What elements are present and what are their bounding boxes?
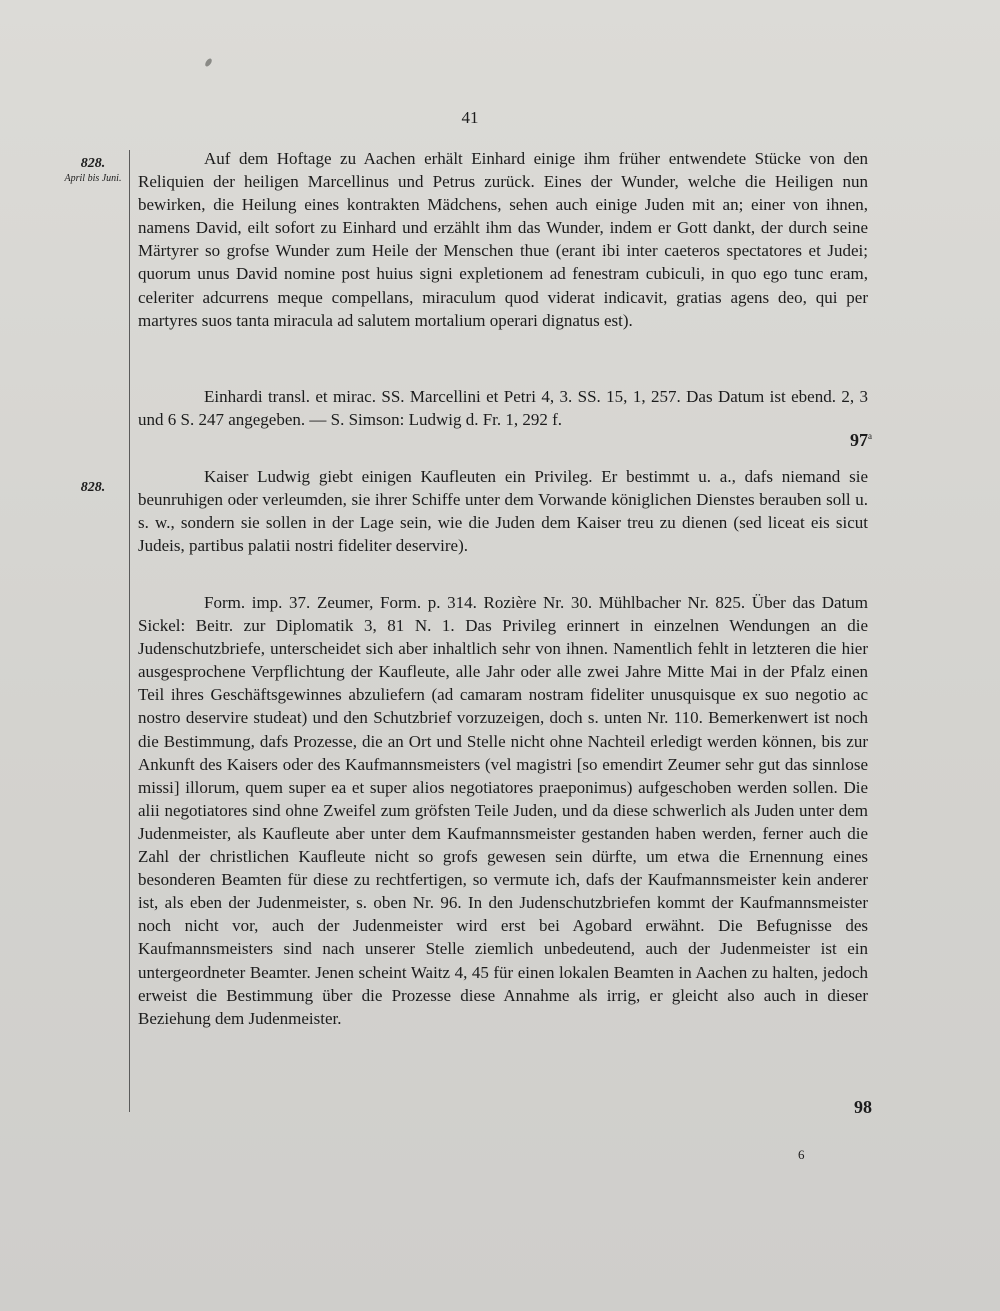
entry-98-number: 98 <box>854 1097 872 1117</box>
margin-rule <box>129 150 130 1112</box>
ink-speck <box>204 57 213 67</box>
entry-98-date <box>62 481 124 495</box>
entry-97a-summary: Auf dem Hoftage zu Aachen erhält Einhard einige ihm früher entwendete Stücke von den Reliquien der heiligen Marcellinus und Petrus zurück. Eines der Wunder, welche die Heiligen nun bewirken, die Heilung eines kontrakten Mädchens, sehen auch einige Juden mit an; einer von ihnen, namens David, eilt sofort zu Einhard und erzählt ihm das Wunder, indem er Gott dankt, der durch seine Märtyrer so grofse Wunder zum Heile der Menschen thue (erant ibi inter caeteros spectatores et Judei; quorum unus David nomine post huius signi expletionem ad fenestram cubiculi, in quo ego tunc eram, celeriter adcurrens meque compellans, miraculum quod viderat indicavit, gratias agens deo, qui per martyres suos tanta miracula ad salutem mortalium operari dignatus est). <box>138 149 868 330</box>
sheet-signature: 6 <box>798 1147 805 1162</box>
entry-98-date-year: 828. <box>80 480 106 495</box>
entry-98-summary: Kaiser Ludwig giebt einigen Kaufleuten ein Privileg. Er bestimmt u. a., dafs niemand sie beunruhigen oder verleumden, sie ihrer Schiffe unter dem Vorwande königlichen Dienstes berauben soll u. s. w., sondern sie sollen in der Lage sein, wie die Juden dem Kaiser treu zu dienen (sed liceat eis sicut Judeis, partibus palatii nostri fideliter deservire). <box>138 467 868 556</box>
entry-97a-number <box>850 430 872 451</box>
entry-97a-number-main: 97 <box>850 430 868 450</box>
entry-97a-date-range: April bis Juni. <box>64 173 122 184</box>
entry-97a-date <box>62 157 124 184</box>
entry-98-source-note: Form. imp. 37. Zeumer, Form. p. 314. Rozière Nr. 30. Mühlbacher Nr. 825. Über das Datum Sickel: Beitr. zur Diplomatik 3, 81 N. 1. Das Privileg erinnert in einzelnen Wendungen an die Judenschutzbriefe, unterscheidet sich aber inhaltlich sehr von ihnen. Namentlich fehlt in letzteren die hier ausgesprochene Verpflichtung der Kaufleute, alle Jahr oder alle zwei Jahre Mitte Mai in der Pfalz einen Teil ihres Geschäftsgewinnes abzuliefern (ad camaram nostram fideliter unusquisque ex suo negotio ac nostro deservire studeat) und den Schutzbrief vorzuzeigen, doch s. unten Nr. 110. Bemerkenwert ist noch die Bestimmung, dafs Prozesse, die an Ort und Stelle nicht ohne Nachteil erledigt werden können, bis zur Ankunft des Kaisers oder des Kaufmannsmeisters (vel magistri [so emendirt Zeumer sehr gut das sinnlose missi] illorum, quem super ea et super alios negotiatores praeponimus) aufgeschoben werden sollen. Die alii negotiatores sind ohne Zweifel zum gröfsten Teile Juden, und da diese schwerlich als Juden unter dem Judenmeister, als Kaufleute aber unter dem Kaufmannsmeister gestanden haben werden, ferner auch die Zahl der christlichen Kaufleute nicht so grofs gewesen sein dürfte, um etwa die Ernennung eines besonderen Beamten für diese zu rechtfertigen, so vermute ich, dafs der Kaufmannsmeister kein anderer ist, als eben der Judenmeister, s. oben Nr. 96. In den Judenschutzbriefen kommt der Kaufmannsmeister noch nicht vor, auch der Judenmeister wird erst bei Agobard erwähnt. Die Befugnisse des Kaufmannsmeisters sind nach unserer Stelle ziemlich unbedeutend, auch der Judenmeister ist ein untergeordneter Beamter. Jenen scheint Waitz 4, 45 für einen lokalen Beamten in Aachen zu halten, jedoch erweist die Bestimmung über die Prozesse diese Annahme als irrig, er gleicht also auch in dieser Beziehung dem Judenmeister. <box>138 593 868 1028</box>
entry-97a-number-sup: a <box>868 431 872 441</box>
entry-97a-source-note: Einhardi transl. et mirac. SS. Marcellini et Petri 4, 3. SS. 15, 1, 257. Das Datum ist ebend. 2, 3 und 6 S. 247 angegeben. — S. Simson: Ludwig d. Fr. 1, 292 f. <box>138 387 868 430</box>
entry-97a-date-year: 828. <box>80 156 106 171</box>
page-number: 41 <box>461 108 479 127</box>
